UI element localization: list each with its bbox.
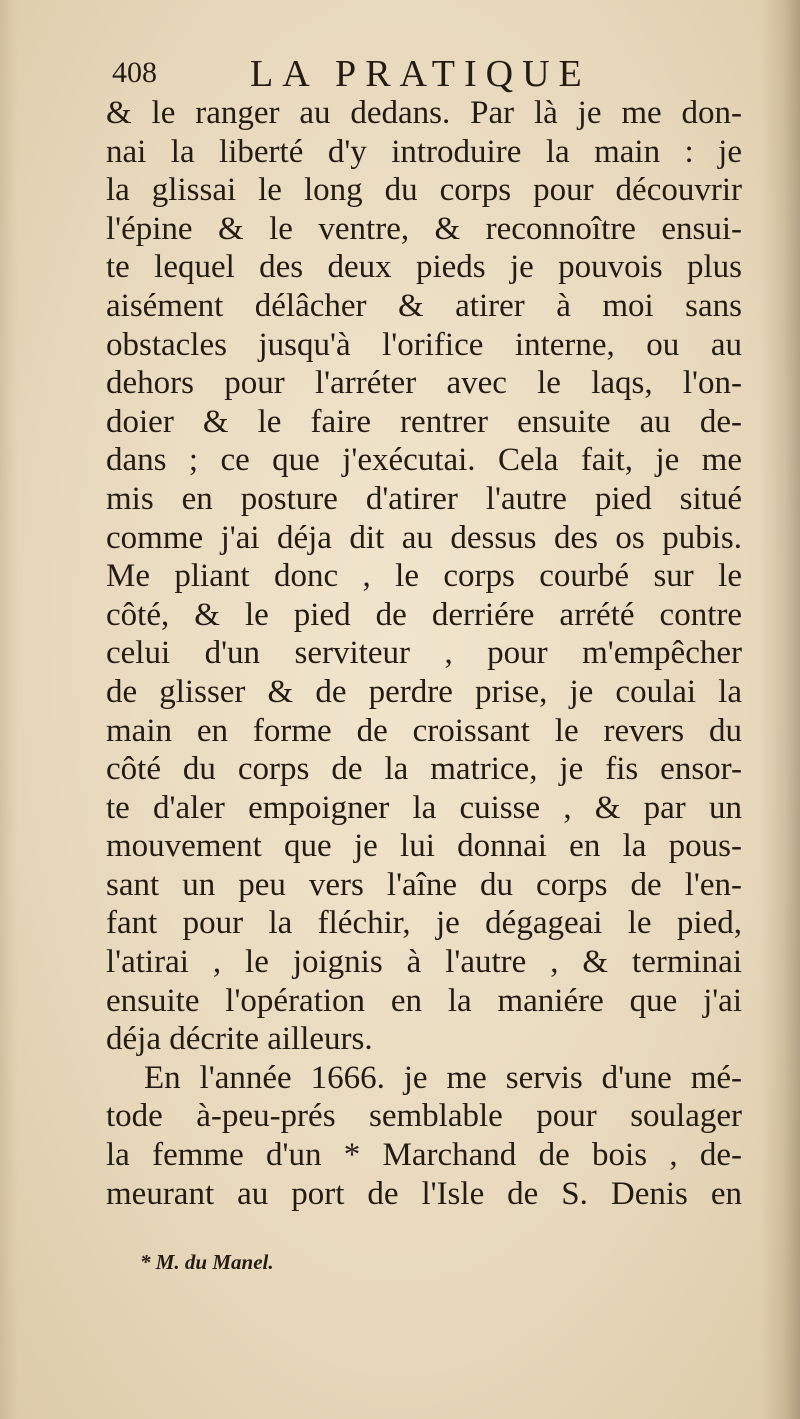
- text-line: comme j'ai déja dit au dessus des os pubis.: [106, 519, 742, 556]
- text-line: meurant au port de l'Isle de S. Denis en: [106, 1175, 742, 1212]
- text-line: côté du corps de la matrice, je fis ensor-: [106, 751, 742, 788]
- text-line-paragraph-start: En l'année 1666. je me servis d'une mé-: [144, 1059, 742, 1096]
- page-edge-shadow-right: [760, 0, 800, 1419]
- text-line: l'épine & le ventre, & reconnoître ensui-: [106, 210, 742, 247]
- text-line-paragraph-end: déja décrite ailleurs.: [106, 1021, 373, 1058]
- text-line: sant un peu vers l'aîne du corps de l'en-: [106, 866, 742, 903]
- footnote: * M. du Manel.: [140, 1250, 274, 1274]
- text-line: mouvement que je lui donnai en la pous-: [106, 828, 742, 865]
- body-text: [106, 94, 742, 1213]
- running-head: LA PRATIQUE: [250, 53, 591, 95]
- text-line: celui d'un serviteur , pour m'empêcher: [106, 635, 742, 672]
- text-line: dehors pour l'arréter avec le laqs, l'on-: [106, 365, 742, 402]
- text-line: l'atirai , le joignis à l'autre , & terminai: [106, 944, 742, 981]
- page-number: 408: [112, 56, 157, 89]
- text-line: & le ranger au dedans. Par là je me don-: [106, 95, 742, 131]
- text-line: doier & le faire rentrer ensuite au de-: [106, 403, 742, 440]
- text-line: côté, & le pied de derriére arrété contre: [106, 596, 742, 633]
- page-header: [112, 52, 752, 100]
- page-edge-shadow-left: [0, 0, 18, 1419]
- text-line: nai la liberté d'y introduire la main : je: [106, 133, 742, 170]
- text-line: main en forme de croissant le revers du: [106, 712, 742, 749]
- text-line: la femme d'un * Marchand de bois , de-: [106, 1137, 742, 1174]
- text-line: dans ; ce que j'exécutai. Cela fait, je me: [106, 442, 742, 479]
- text-line: ensuite l'opération en la maniére que j'ai: [106, 982, 742, 1019]
- text-line: la glissai le long du corps pour découvrir: [106, 172, 742, 209]
- text-line: de glisser & de perdre prise, je coulai la: [106, 673, 742, 710]
- text-line: Me pliant donc , le corps courbé sur le: [106, 558, 742, 595]
- text-line: aisément délâcher & atirer à moi sans: [106, 287, 742, 324]
- text-line: te lequel des deux pieds je pouvois plus: [106, 249, 742, 286]
- text-line: fant pour la fléchir, je dégageai le pied,: [106, 905, 742, 942]
- text-line: te d'aler empoigner la cuisse , & par un: [106, 789, 742, 826]
- text-line: obstacles jusqu'à l'orifice interne, ou au: [106, 326, 742, 363]
- text-line: mis en posture d'atirer l'autre pied situé: [106, 480, 742, 517]
- text-line: tode à-peu-prés semblable pour soulager: [106, 1098, 742, 1135]
